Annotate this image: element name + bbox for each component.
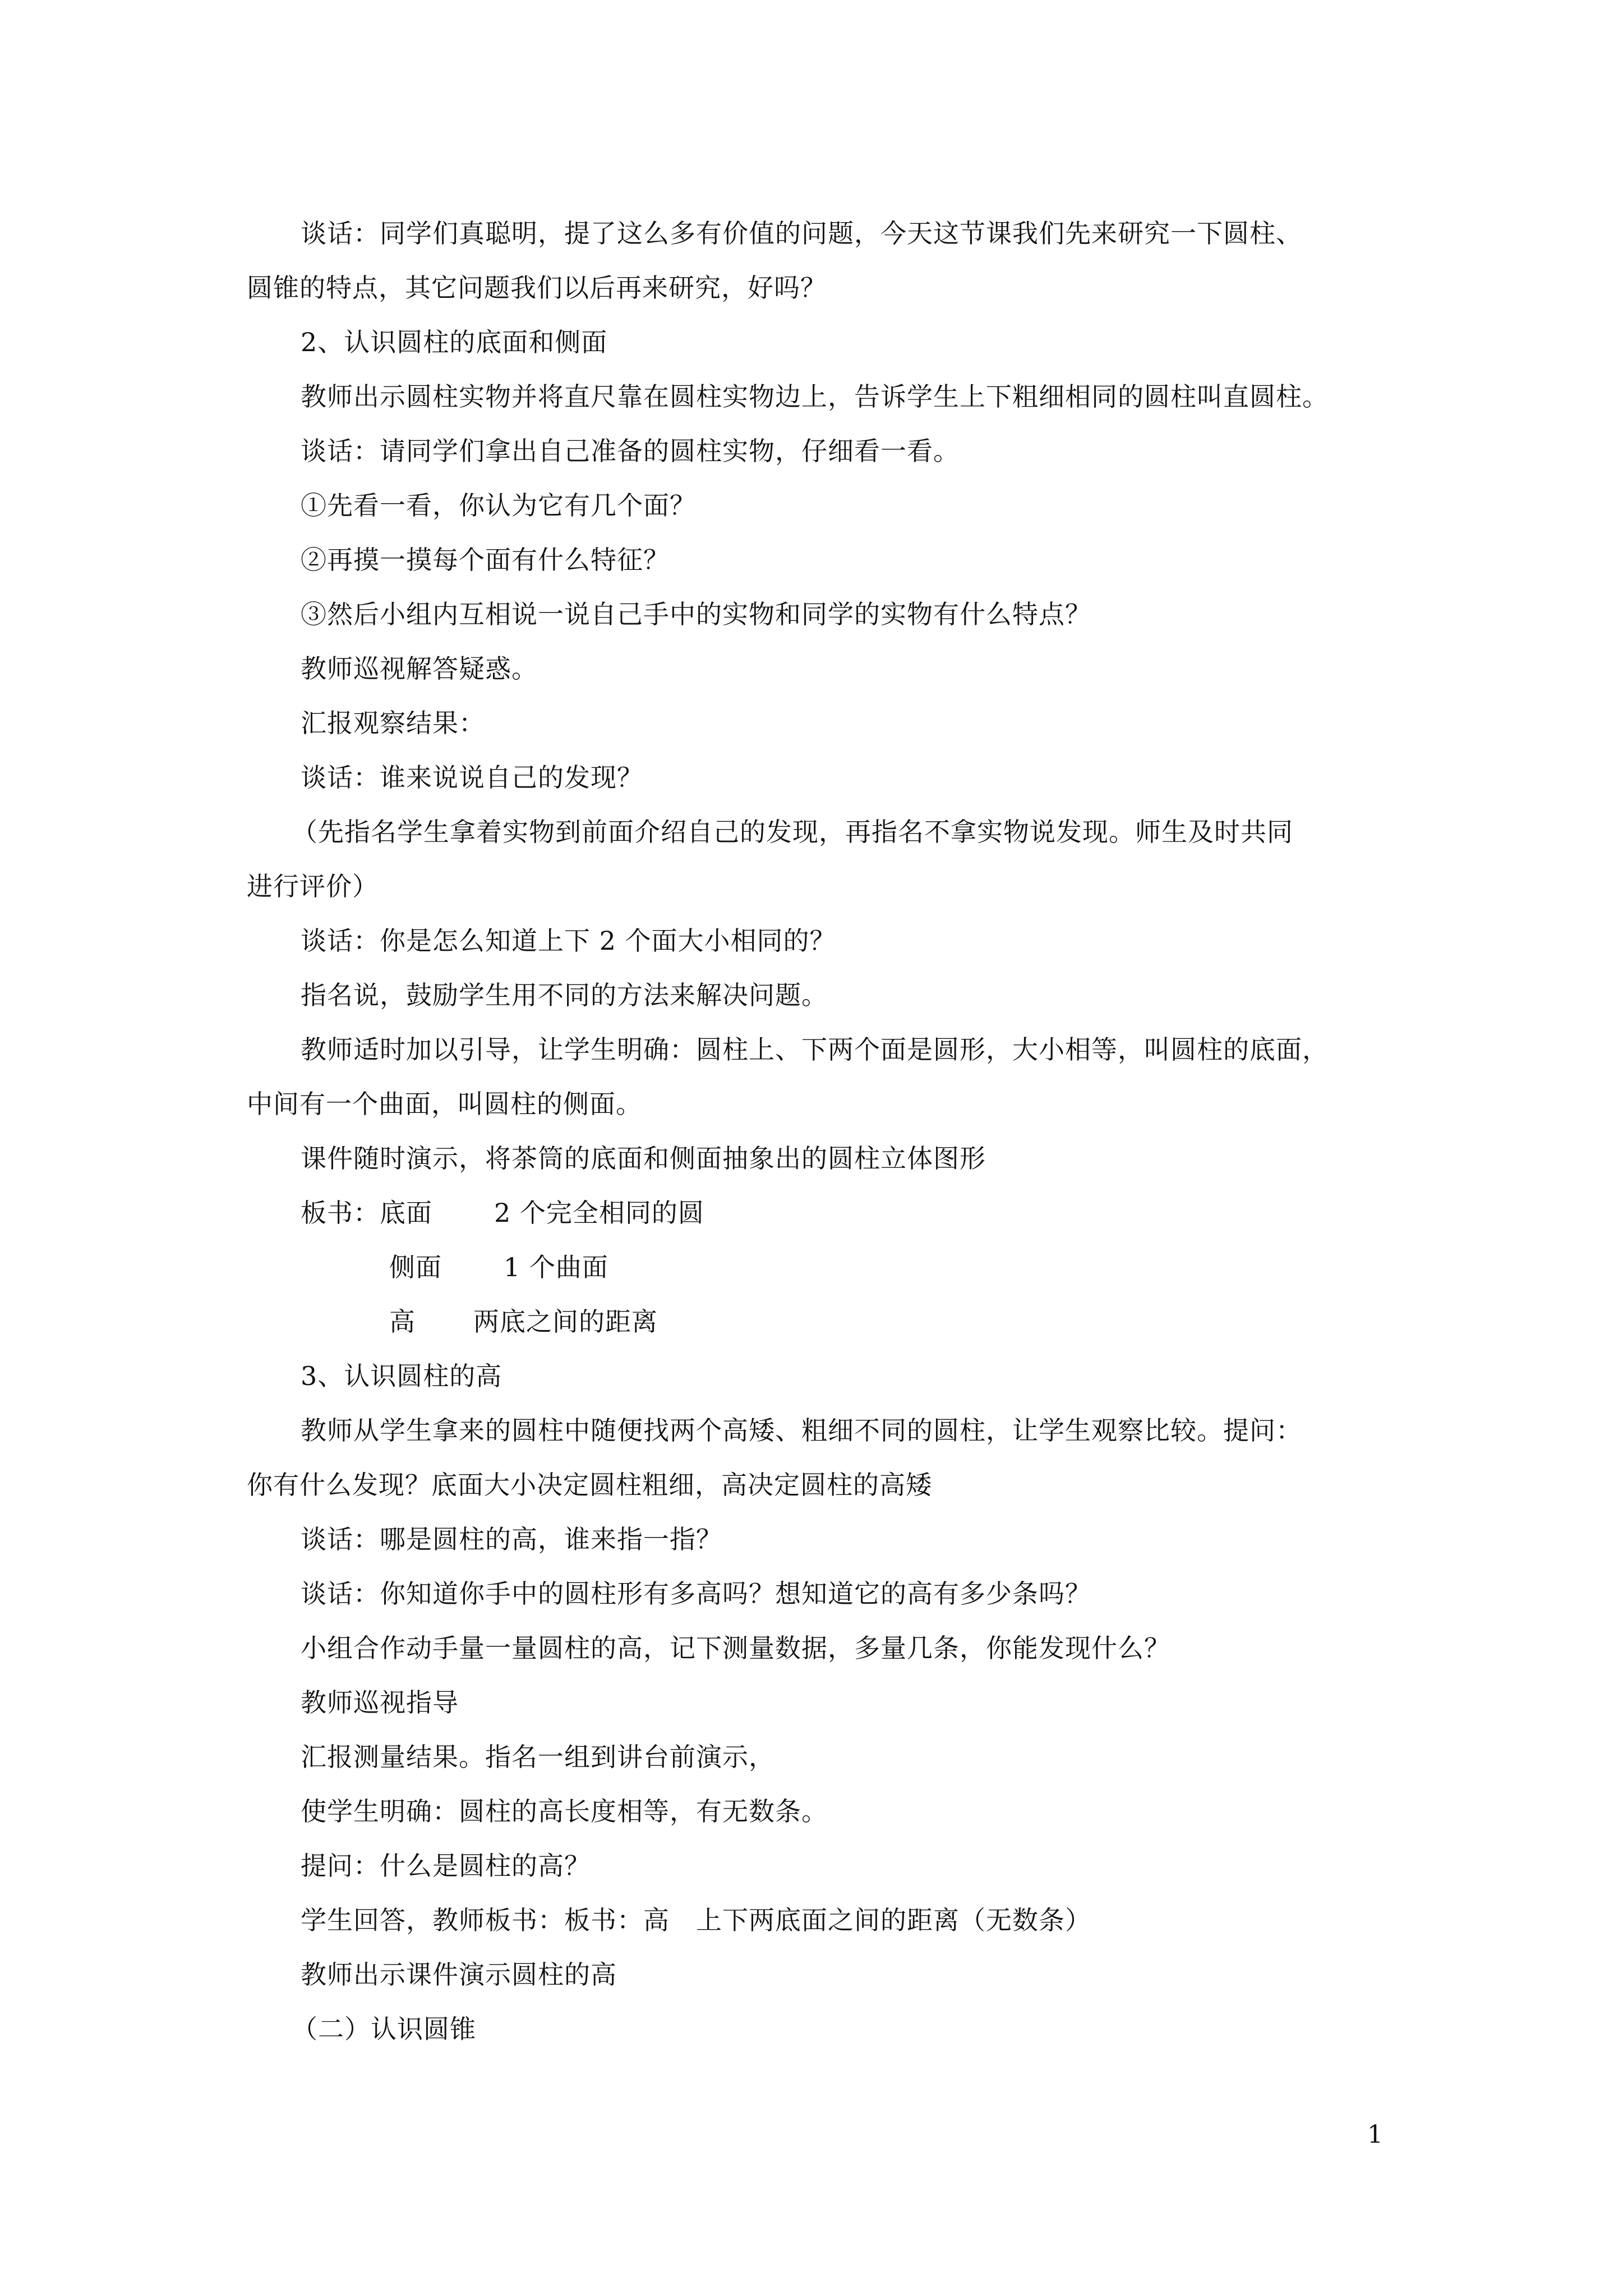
paragraph-line: 谈话：谁来说说自己的发现？ (301, 762, 643, 793)
paragraph-line: 圆锥的特点，其它问题我们以后再来研究，好吗？ (247, 273, 827, 303)
board-term: 侧面 (389, 1252, 442, 1282)
board-desc: 两底之间的距离 (473, 1306, 658, 1337)
paragraph-line: 中间有一个曲面，叫圆柱的侧面。 (247, 1089, 642, 1119)
list-item: ③然后小组内互相说一说自己手中的实物和同学的实物有什么特点？ (301, 599, 1091, 629)
paragraph-line: 谈话：你知道你手中的圆柱形有多高吗？想知道它的高有多少条吗？ (301, 1579, 1091, 1609)
paragraph-line: 教师巡视指导 (301, 1687, 459, 1718)
board-row (247, 1186, 1402, 1240)
paragraph-line: 提问：什么是圆柱的高？ (301, 1851, 591, 1881)
paragraph-line: 谈话：请同学们拿出自己准备的圆柱实物，仔细看一看。 (301, 436, 960, 466)
paragraph-line: 教师适时加以引导，让学生明确：圆柱上、下两个面是圆形，大小相等，叫圆柱的底面， (301, 1034, 1329, 1065)
page-number: 1 (1367, 2120, 1383, 2149)
paragraph-line: 学生回答，教师板书：板书：高 上下两底面之间的距离（无数条） (301, 1905, 1091, 1935)
section-heading: （二）认识圆锥 (292, 2014, 476, 2044)
paragraph-line: 课件随时演示，将茶筒的底面和侧面抽象出的圆柱立体图形 (301, 1143, 986, 1174)
paragraph-line: （先指名学生拿着实物到前面介绍自己的发现，再指名不拿实物说发现。师生及时共同 (292, 817, 1293, 847)
board-row (247, 1295, 1402, 1349)
board-desc: 2 个完全相同的圆 (494, 1198, 704, 1228)
paragraph-line: 指名说，鼓励学生用不同的方法来解决问题。 (301, 980, 828, 1010)
paragraph-line: 谈话：哪是圆柱的高，谁来指一指？ (301, 1524, 722, 1554)
paragraph-line: 教师出示课件演示圆柱的高 (301, 1959, 617, 1990)
paragraph-line: 谈话：你是怎么知道上下 2 个面大小相同的？ (301, 926, 836, 956)
paragraph-line: 汇报观察结果： (301, 708, 485, 738)
document-body (247, 206, 1402, 2056)
paragraph-line: 教师出示圆柱实物并将直尺靠在圆柱实物边上，告诉学生上下粗细相同的圆柱叫直圆柱。 (301, 381, 1329, 412)
section-heading: 2、认识圆柱的底面和侧面 (301, 327, 608, 357)
list-item: ②再摸一摸每个面有什么特征？ (301, 545, 670, 575)
board-term: 底面 (380, 1198, 432, 1228)
paragraph-line: 你有什么发现？底面大小决定圆柱粗细，高决定圆柱的高矮 (247, 1470, 932, 1500)
paragraph-line: 教师从学生拿来的圆柱中随便找两个高矮、粗细不同的圆柱，让学生观察比较。提问： (301, 1415, 1302, 1446)
section-heading: 3、认识圆柱的高 (301, 1361, 502, 1391)
board-row (247, 1240, 1402, 1295)
paragraph-line: 教师巡视解答疑惑。 (301, 654, 538, 684)
board-prefix: 板书： (301, 1198, 380, 1228)
paragraph-line: 进行评价） (247, 871, 379, 901)
list-item: ①先看一看，你认为它有几个面？ (301, 490, 696, 521)
paragraph-line: 小组合作动手量一量圆柱的高，记下测量数据，多量几条，你能发现什么？ (301, 1633, 1170, 1663)
paragraph-line: 谈话：同学们真聪明，提了这么多有价值的问题，今天这节课我们先来研究一下圆柱、 (301, 218, 1302, 249)
board-desc: 1 个曲面 (504, 1252, 608, 1282)
board-term: 高 (389, 1306, 416, 1337)
paragraph-line: 使学生明确：圆柱的高长度相等，有无数条。 (301, 1796, 828, 1826)
paragraph-line: 汇报测量结果。指名一组到讲台前演示， (301, 1742, 775, 1772)
